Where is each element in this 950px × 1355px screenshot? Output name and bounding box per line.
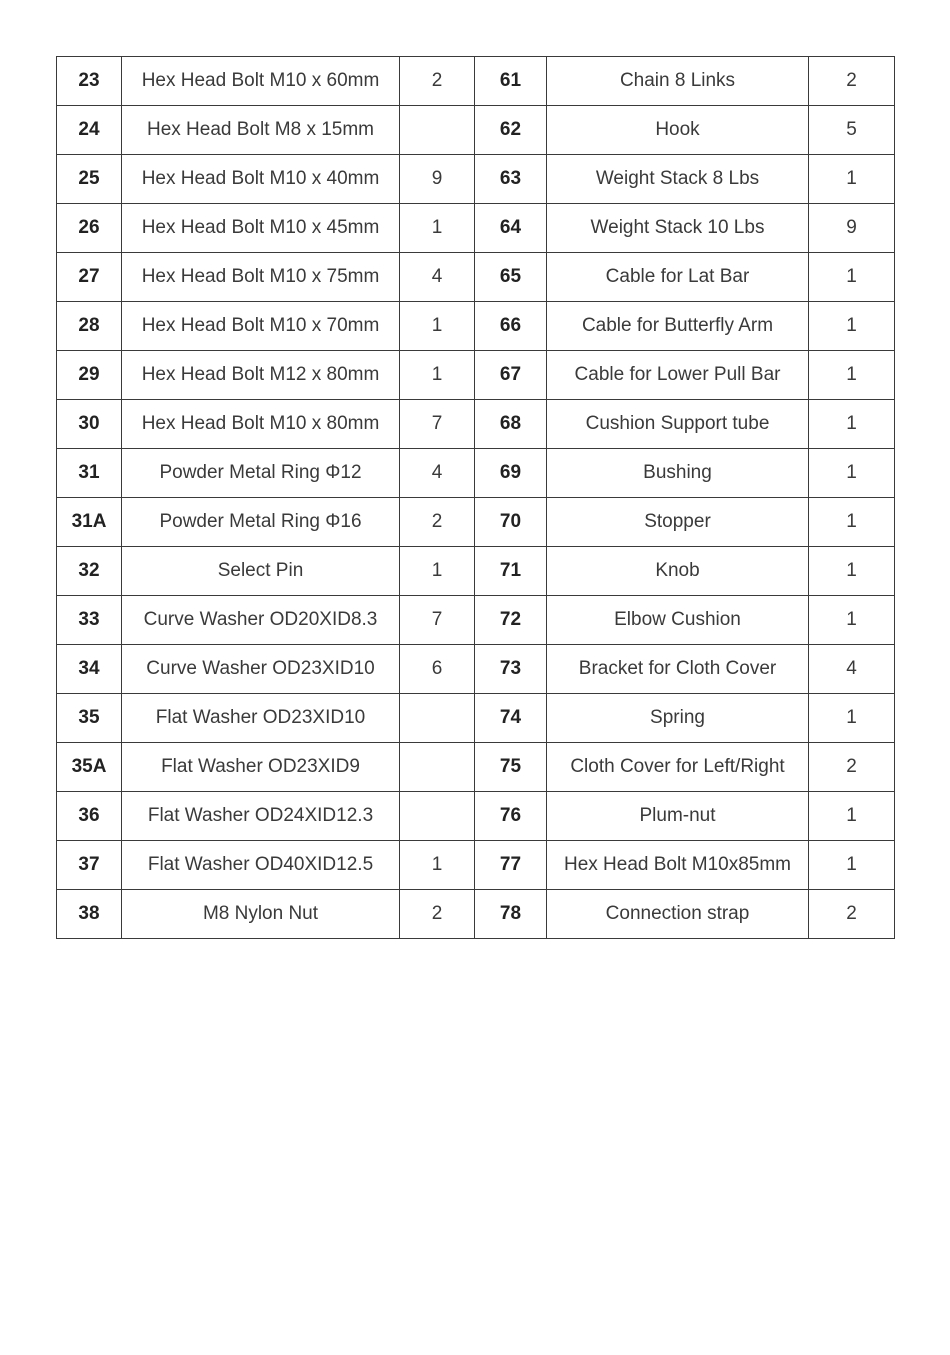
table-row — [57, 351, 895, 400]
part-number-cell: 31 — [57, 449, 122, 498]
table-row — [57, 547, 895, 596]
part-number-cell: 35A — [57, 743, 122, 792]
part-quantity-cell: 5 — [809, 106, 895, 155]
part-number-cell: 33 — [57, 596, 122, 645]
table-row — [57, 743, 895, 792]
part-quantity-cell: 2 — [400, 57, 475, 106]
table-row — [57, 694, 895, 743]
part-quantity-cell: 2 — [809, 890, 895, 939]
part-number-cell: 37 — [57, 841, 122, 890]
part-quantity-cell: 7 — [400, 596, 475, 645]
part-description-cell: Connection strap — [547, 890, 809, 939]
part-number-cell: 38 — [57, 890, 122, 939]
part-description-cell: Hex Head Bolt M12 x 80mm — [122, 351, 400, 400]
part-quantity-cell: 2 — [809, 743, 895, 792]
part-quantity-cell — [400, 694, 475, 743]
part-description-cell: M8 Nylon Nut — [122, 890, 400, 939]
part-quantity-cell: 1 — [809, 792, 895, 841]
part-quantity-cell: 2 — [809, 57, 895, 106]
part-quantity-cell: 4 — [400, 253, 475, 302]
part-description-cell: Powder Metal Ring Φ12 — [122, 449, 400, 498]
part-description-cell: Hex Head Bolt M10x85mm — [547, 841, 809, 890]
part-description-cell: Hex Head Bolt M10 x 45mm — [122, 204, 400, 253]
part-number-cell: 36 — [57, 792, 122, 841]
table-row — [57, 596, 895, 645]
part-quantity-cell: 4 — [400, 449, 475, 498]
part-number-cell: 28 — [57, 302, 122, 351]
table-row — [57, 498, 895, 547]
part-number-cell: 65 — [475, 253, 547, 302]
part-quantity-cell: 1 — [809, 841, 895, 890]
part-description-cell: Bracket for Cloth Cover — [547, 645, 809, 694]
part-description-cell: Hex Head Bolt M10 x 70mm — [122, 302, 400, 351]
part-number-cell: 74 — [475, 694, 547, 743]
table-row — [57, 449, 895, 498]
part-quantity-cell: 7 — [400, 400, 475, 449]
part-description-cell: Flat Washer OD23XID10 — [122, 694, 400, 743]
part-number-cell: 25 — [57, 155, 122, 204]
part-quantity-cell: 1 — [400, 302, 475, 351]
part-quantity-cell — [400, 106, 475, 155]
part-description-cell: Chain 8 Links — [547, 57, 809, 106]
part-description-cell: Plum-nut — [547, 792, 809, 841]
part-number-cell: 26 — [57, 204, 122, 253]
table-row — [57, 155, 895, 204]
part-quantity-cell: 1 — [809, 155, 895, 204]
part-quantity-cell: 9 — [809, 204, 895, 253]
part-description-cell: Select Pin — [122, 547, 400, 596]
part-number-cell: 35 — [57, 694, 122, 743]
part-quantity-cell: 1 — [400, 841, 475, 890]
table-row — [57, 253, 895, 302]
part-number-cell: 68 — [475, 400, 547, 449]
part-description-cell: Knob — [547, 547, 809, 596]
part-quantity-cell: 1 — [809, 351, 895, 400]
part-number-cell: 34 — [57, 645, 122, 694]
part-description-cell: Curve Washer OD20XID8.3 — [122, 596, 400, 645]
part-quantity-cell: 1 — [809, 498, 895, 547]
part-number-cell: 67 — [475, 351, 547, 400]
part-description-cell: Flat Washer OD24XID12.3 — [122, 792, 400, 841]
part-description-cell: Cable for Lat Bar — [547, 253, 809, 302]
part-number-cell: 23 — [57, 57, 122, 106]
part-number-cell: 70 — [475, 498, 547, 547]
table-row — [57, 106, 895, 155]
part-quantity-cell: 1 — [400, 204, 475, 253]
part-number-cell: 62 — [475, 106, 547, 155]
part-quantity-cell — [400, 792, 475, 841]
part-number-cell: 66 — [475, 302, 547, 351]
table-row — [57, 204, 895, 253]
part-quantity-cell: 1 — [809, 449, 895, 498]
table-row — [57, 841, 895, 890]
part-number-cell: 73 — [475, 645, 547, 694]
part-number-cell: 61 — [475, 57, 547, 106]
part-number-cell: 77 — [475, 841, 547, 890]
part-description-cell: Powder Metal Ring Φ16 — [122, 498, 400, 547]
part-number-cell: 72 — [475, 596, 547, 645]
table-row — [57, 890, 895, 939]
table-row — [57, 645, 895, 694]
part-number-cell: 78 — [475, 890, 547, 939]
part-quantity-cell: 6 — [400, 645, 475, 694]
part-number-cell: 76 — [475, 792, 547, 841]
part-quantity-cell: 1 — [809, 302, 895, 351]
part-quantity-cell: 2 — [400, 890, 475, 939]
part-quantity-cell: 1 — [809, 596, 895, 645]
part-number-cell: 75 — [475, 743, 547, 792]
parts-table-body — [57, 57, 895, 939]
part-description-cell: Cushion Support tube — [547, 400, 809, 449]
parts-list-table — [56, 56, 895, 939]
table-row — [57, 57, 895, 106]
part-number-cell: 69 — [475, 449, 547, 498]
part-description-cell: Weight Stack 8 Lbs — [547, 155, 809, 204]
table-row — [57, 792, 895, 841]
part-number-cell: 27 — [57, 253, 122, 302]
part-number-cell: 31A — [57, 498, 122, 547]
part-description-cell: Stopper — [547, 498, 809, 547]
part-number-cell: 71 — [475, 547, 547, 596]
part-quantity-cell: 9 — [400, 155, 475, 204]
part-description-cell: Cable for Lower Pull Bar — [547, 351, 809, 400]
part-description-cell: Hex Head Bolt M10 x 75mm — [122, 253, 400, 302]
part-quantity-cell: 1 — [809, 694, 895, 743]
part-description-cell: Hex Head Bolt M10 x 60mm — [122, 57, 400, 106]
part-quantity-cell: 2 — [400, 498, 475, 547]
part-description-cell: Flat Washer OD23XID9 — [122, 743, 400, 792]
part-description-cell: Hex Head Bolt M10 x 40mm — [122, 155, 400, 204]
part-description-cell: Hex Head Bolt M8 x 15mm — [122, 106, 400, 155]
part-quantity-cell: 1 — [809, 400, 895, 449]
part-description-cell: Hook — [547, 106, 809, 155]
table-row — [57, 400, 895, 449]
part-number-cell: 32 — [57, 547, 122, 596]
table-row — [57, 302, 895, 351]
part-quantity-cell: 1 — [400, 351, 475, 400]
part-description-cell: Bushing — [547, 449, 809, 498]
part-description-cell: Curve Washer OD23XID10 — [122, 645, 400, 694]
part-description-cell: Cloth Cover for Left/Right — [547, 743, 809, 792]
part-number-cell: 29 — [57, 351, 122, 400]
part-description-cell: Spring — [547, 694, 809, 743]
part-description-cell: Hex Head Bolt M10 x 80mm — [122, 400, 400, 449]
part-description-cell: Weight Stack 10 Lbs — [547, 204, 809, 253]
part-description-cell: Elbow Cushion — [547, 596, 809, 645]
part-number-cell: 30 — [57, 400, 122, 449]
part-quantity-cell — [400, 743, 475, 792]
part-quantity-cell: 1 — [400, 547, 475, 596]
part-description-cell: Cable for Butterfly Arm — [547, 302, 809, 351]
part-description-cell: Flat Washer OD40XID12.5 — [122, 841, 400, 890]
part-quantity-cell: 1 — [809, 547, 895, 596]
part-number-cell: 63 — [475, 155, 547, 204]
part-quantity-cell: 1 — [809, 253, 895, 302]
part-quantity-cell: 4 — [809, 645, 895, 694]
part-number-cell: 24 — [57, 106, 122, 155]
part-number-cell: 64 — [475, 204, 547, 253]
